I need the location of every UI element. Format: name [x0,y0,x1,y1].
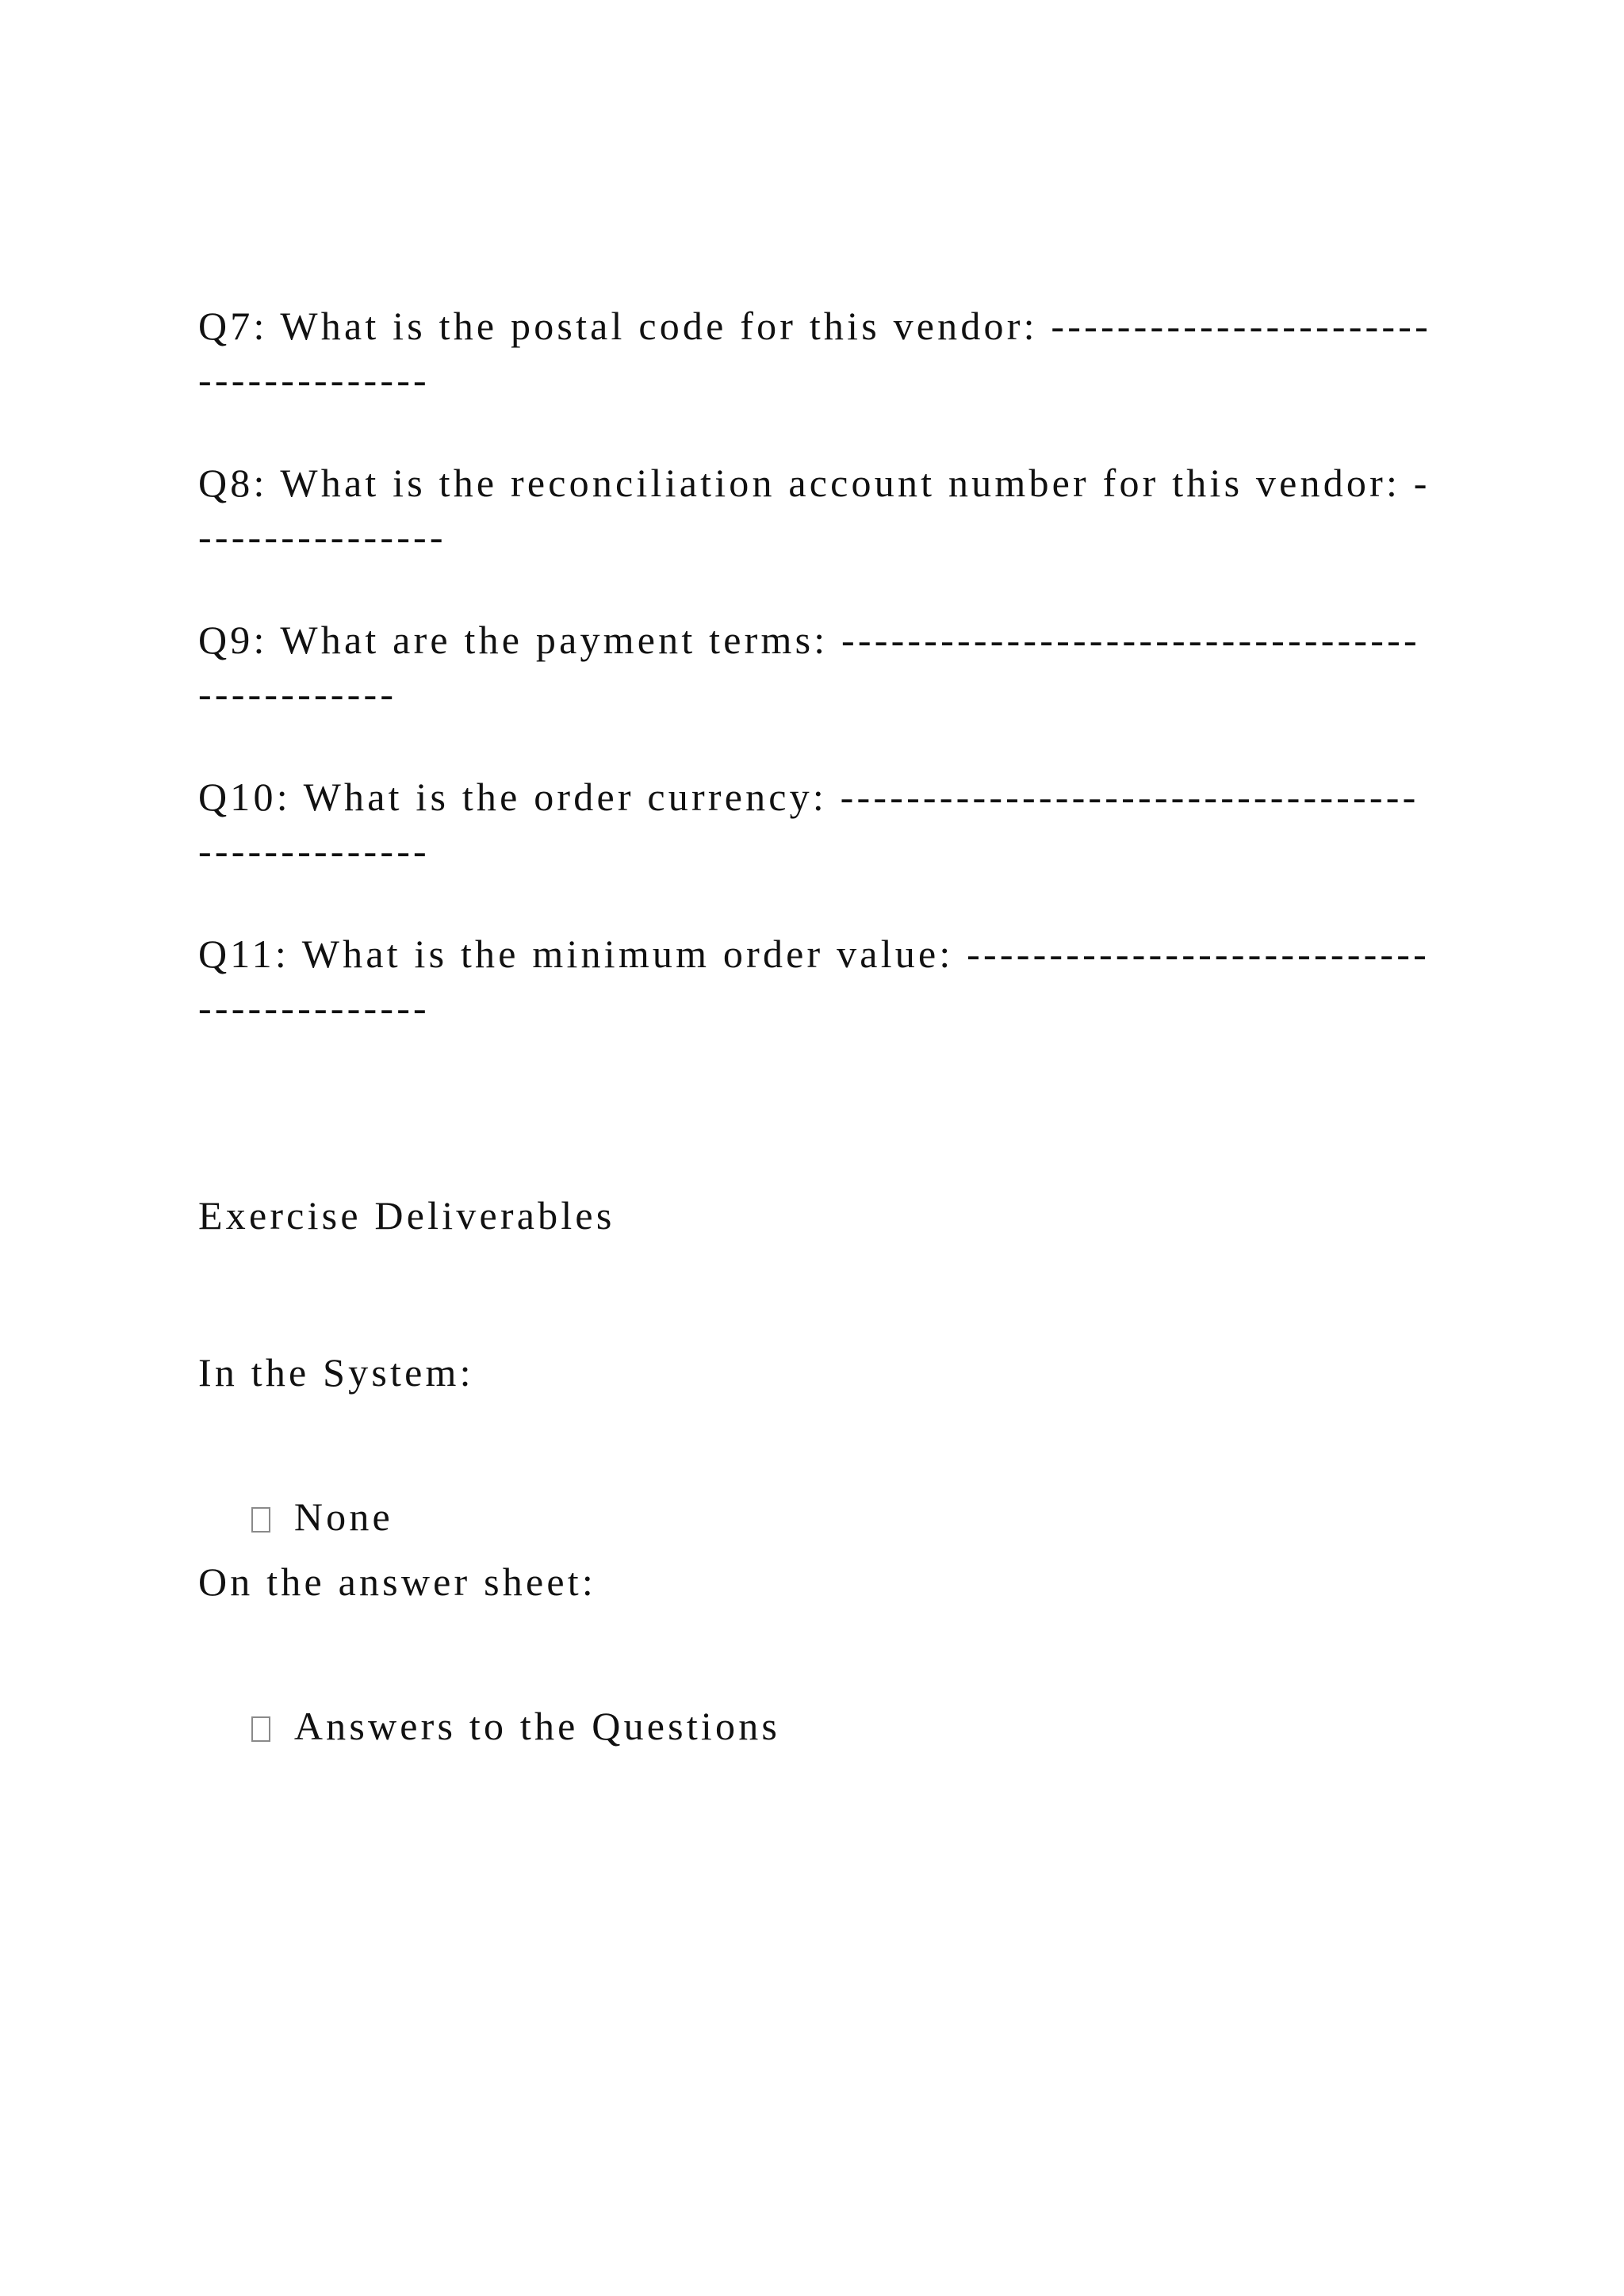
question-q8-line1: Q8: What is the reconciliation account number for this vendor: - [198,461,1431,505]
system-item-text: None [293,1494,393,1539]
question-q10-line2: -------------- [198,828,430,873]
question-q8-line2: --------------- [198,515,446,559]
checkbox-icon [251,1716,270,1742]
question-q11-line1: Q11: What is the minimum order value: ---------------------------- [198,932,1430,976]
question-q10-line1: Q10: What is the order currency: ----------------------------------- [198,775,1419,819]
question-q7-line1: Q7: What is the postal code for this vendor: ----------------------- [198,304,1431,348]
system-label: In the System: [198,1350,474,1395]
question-q7-line2: -------------- [198,358,430,402]
answer-item [198,1667,780,1785]
answer-item-text: Answers to the Questions [293,1704,781,1748]
system-item [198,1457,393,1576]
deliverables-heading: Exercise Deliverables [198,1193,615,1238]
checkbox-icon [251,1507,270,1533]
question-q9-line2: ------------ [198,672,397,716]
answer-sheet-label: On the answer sheet: [198,1559,596,1604]
question-q11-line2: -------------- [198,985,430,1030]
question-q9-line1: Q9: What are the payment terms: ----------------------------------- [198,618,1420,662]
